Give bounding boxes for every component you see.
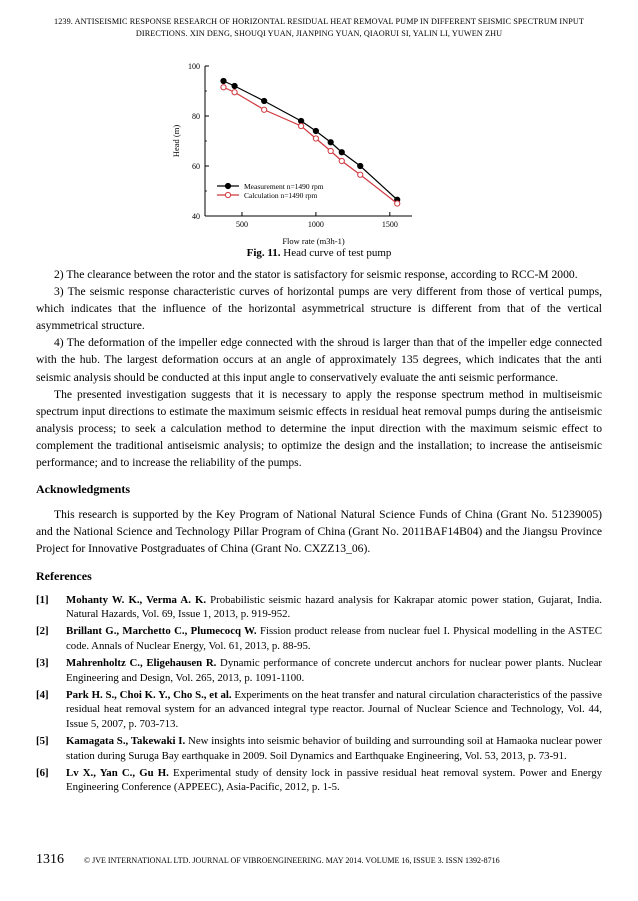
paragraph-conclusion-2: 2) The clearance between the rotor and the stator is satisfactory for seismic response, according to RCC-M 2000.	[54, 268, 578, 281]
running-header	[40, 16, 598, 40]
main-text	[36, 266, 602, 798]
calculation-point	[339, 158, 344, 163]
reference-list	[36, 593, 602, 795]
reference-body: Experimental study of density lock in passive residual heat removal system. Power and Energy Engineering Conference (APPEEC), Asia-Pacific, 2012, p. 1-5.	[66, 767, 603, 794]
measurement-point	[262, 98, 267, 103]
reference-text	[66, 734, 602, 763]
reference-number: [5]	[36, 735, 49, 748]
reference-body: New insights into seismic behavior of building and surrounding soil at Hamaoka nuclear power station during Suruga Bay earthquake in 2009. Soil Dynamics and Earthquake Engineering, Vol. 53, 2013, p. 73-91.	[66, 735, 602, 762]
calculation-point	[313, 136, 318, 141]
measurement-point	[339, 150, 344, 155]
measurement-point	[358, 163, 363, 168]
calculation-point	[328, 148, 333, 153]
references-heading: References	[36, 568, 92, 583]
x-axis-label: Flow rate (m3h-1)	[282, 236, 345, 246]
measurement-point	[299, 118, 304, 123]
measurement-point	[328, 140, 333, 145]
calculation-point	[395, 201, 400, 206]
legend-marker	[225, 192, 230, 197]
measurement-point	[313, 128, 318, 133]
reference-item	[36, 656, 602, 685]
figure-label: Fig. 11.	[246, 247, 281, 259]
reference-item	[36, 688, 602, 731]
footer-journal: © JVE INTERNATIONAL LTD. JOURNAL OF VIBROENGINEERING. MAY 2014. VOLUME 16, ISSUE 3. ISSN 1392-8716	[84, 856, 500, 865]
reference-text	[66, 688, 602, 731]
x-tick-label: 500	[235, 220, 248, 229]
acknowledgments-text: This research is supported by the Key Program of National Natural Science Funds of China (Grant No. 51239005) and the National Science and Technology Pillar Program of China (Grant No. 2011BAF14B04) and the Jiangsu Province Project for Innovative Postgraduates of China (Grant No. CXZZ13_06).	[36, 508, 602, 556]
paragraph-summary: The presented investigation suggests that it is necessary to apply the response spectrum method in multiseismic spectrum input directions to estimate the maximum seismic effects in residual heat removal pumps during the antiseismic analysis process; to seek a calculation method to determine the input direction with the maximum seismic effect to complement the traditional antiseismic analysis; to optimize the design and the installation; to increase the antiseismic performance; and to increase the reliability of the pumps.	[36, 387, 602, 470]
y-tick-label: 40	[192, 212, 200, 221]
reference-body: Probabilistic seismic hazard analysis for Kakrapar atomic power station, Gujarat, India. Natural Hazards, Vol. 69, Issue 1, 2013, p. 919-952.	[66, 593, 602, 620]
reference-item	[36, 624, 602, 653]
y-tick-label: 60	[192, 162, 200, 171]
y-tick-label: 100	[188, 62, 200, 71]
reference-number: [6]	[36, 767, 49, 780]
head-curve-chart	[150, 56, 440, 261]
reference-text	[66, 624, 602, 653]
reference-text	[66, 593, 602, 622]
figure-caption	[40, 247, 598, 259]
reference-item	[36, 766, 602, 795]
reference-text	[66, 766, 602, 795]
acknowledgments-heading: Acknowledgments	[36, 482, 131, 497]
reference-authors: Mahrenholtz C., Eligehausen R.	[66, 657, 217, 670]
y-tick-label: 80	[192, 112, 200, 121]
calculation-point	[232, 90, 237, 95]
reference-body: Fission product release from nuclear fuel I. Physical modelling in the ASTEC code. Annals of Nuclear Energy, Vol. 61, 2013, p. 88-95.	[66, 625, 602, 652]
calculation-point	[299, 123, 304, 128]
legend-label: Calculation n=1490 rpm	[244, 191, 318, 200]
x-tick-label: 1000	[307, 220, 324, 229]
measurement-point	[232, 83, 237, 88]
calculation-point	[262, 107, 267, 112]
reference-body: Experiments on the heat transfer and natural circulation characteristics of the passive residual heat removal system for an advanced integral type reactor. Journal of Nuclear Science and Technology, Vol. 44, Issue 5, 2007, p. 703-713.	[66, 689, 602, 730]
reference-authors: Lv X., Yan C., Gu H.	[66, 767, 169, 780]
paragraph-conclusion-4: 4) The deformation of the impeller edge connected with the shroud is larger than that of the impeller edge connected with the hub. The largest deformation occurs at an angle of approximately 135 degrees, which indicates that the anti seismic analysis should be conducted at this input angle to conservatively evaluate the anti seismic performance.	[36, 336, 602, 384]
reference-number: [4]	[36, 689, 49, 702]
legend-label: Measurement n=1490 rpm	[244, 182, 324, 191]
header-line-1: 1239. ANTISEISMIC RESPONSE RESEARCH OF HORIZONTAL RESIDUAL HEAT REMOVAL PUMP IN DIFFERENT SEISMIC SPECTRUM INPUT	[54, 17, 584, 26]
reference-item	[36, 593, 602, 622]
page-number: 1316	[36, 852, 64, 867]
reference-item	[36, 734, 602, 763]
page-footer	[36, 852, 602, 868]
paragraph-conclusion-3: 3) The seismic response characteristic curves of horizontal pumps are very different from those of vertical pumps, which indicates that the influence of the horizontal asymmetrical structure is different from that of the vertical asymmetrical structure.	[36, 285, 602, 333]
reference-authors: Kamagata S., Takewaki I.	[66, 735, 186, 748]
legend-marker	[225, 183, 230, 188]
head-curve-figure	[150, 56, 440, 261]
measurement-point	[221, 78, 226, 83]
reference-text	[66, 656, 602, 685]
figure-title: Head curve of test pump	[283, 247, 392, 259]
y-axis-label: Head (m)	[171, 124, 181, 158]
calculation-point	[221, 85, 226, 90]
reference-authors: Park H. S., Choi K. Y., Cho S., et al.	[66, 689, 232, 702]
calculation-point	[358, 172, 363, 177]
header-line-2: DIRECTIONS. XIN DENG, SHOUQI YUAN, JIANPING YUAN, QIAORUI SI, YALIN LI, YUWEN ZHU	[135, 29, 503, 38]
x-tick-label: 1500	[381, 220, 398, 229]
reference-authors: Mohanty W. K., Verma A. K.	[66, 593, 207, 606]
reference-number: [2]	[36, 625, 49, 638]
reference-number: [1]	[36, 593, 49, 606]
reference-body: Dynamic performance of concrete undercut anchors for nuclear power plants. Nuclear Engineering and Design, Vol. 265, 2013, p. 1091-1100.	[66, 657, 603, 684]
reference-number: [3]	[36, 657, 49, 670]
reference-authors: Brillant G., Marchetto C., Plumecocq W.	[66, 625, 257, 638]
